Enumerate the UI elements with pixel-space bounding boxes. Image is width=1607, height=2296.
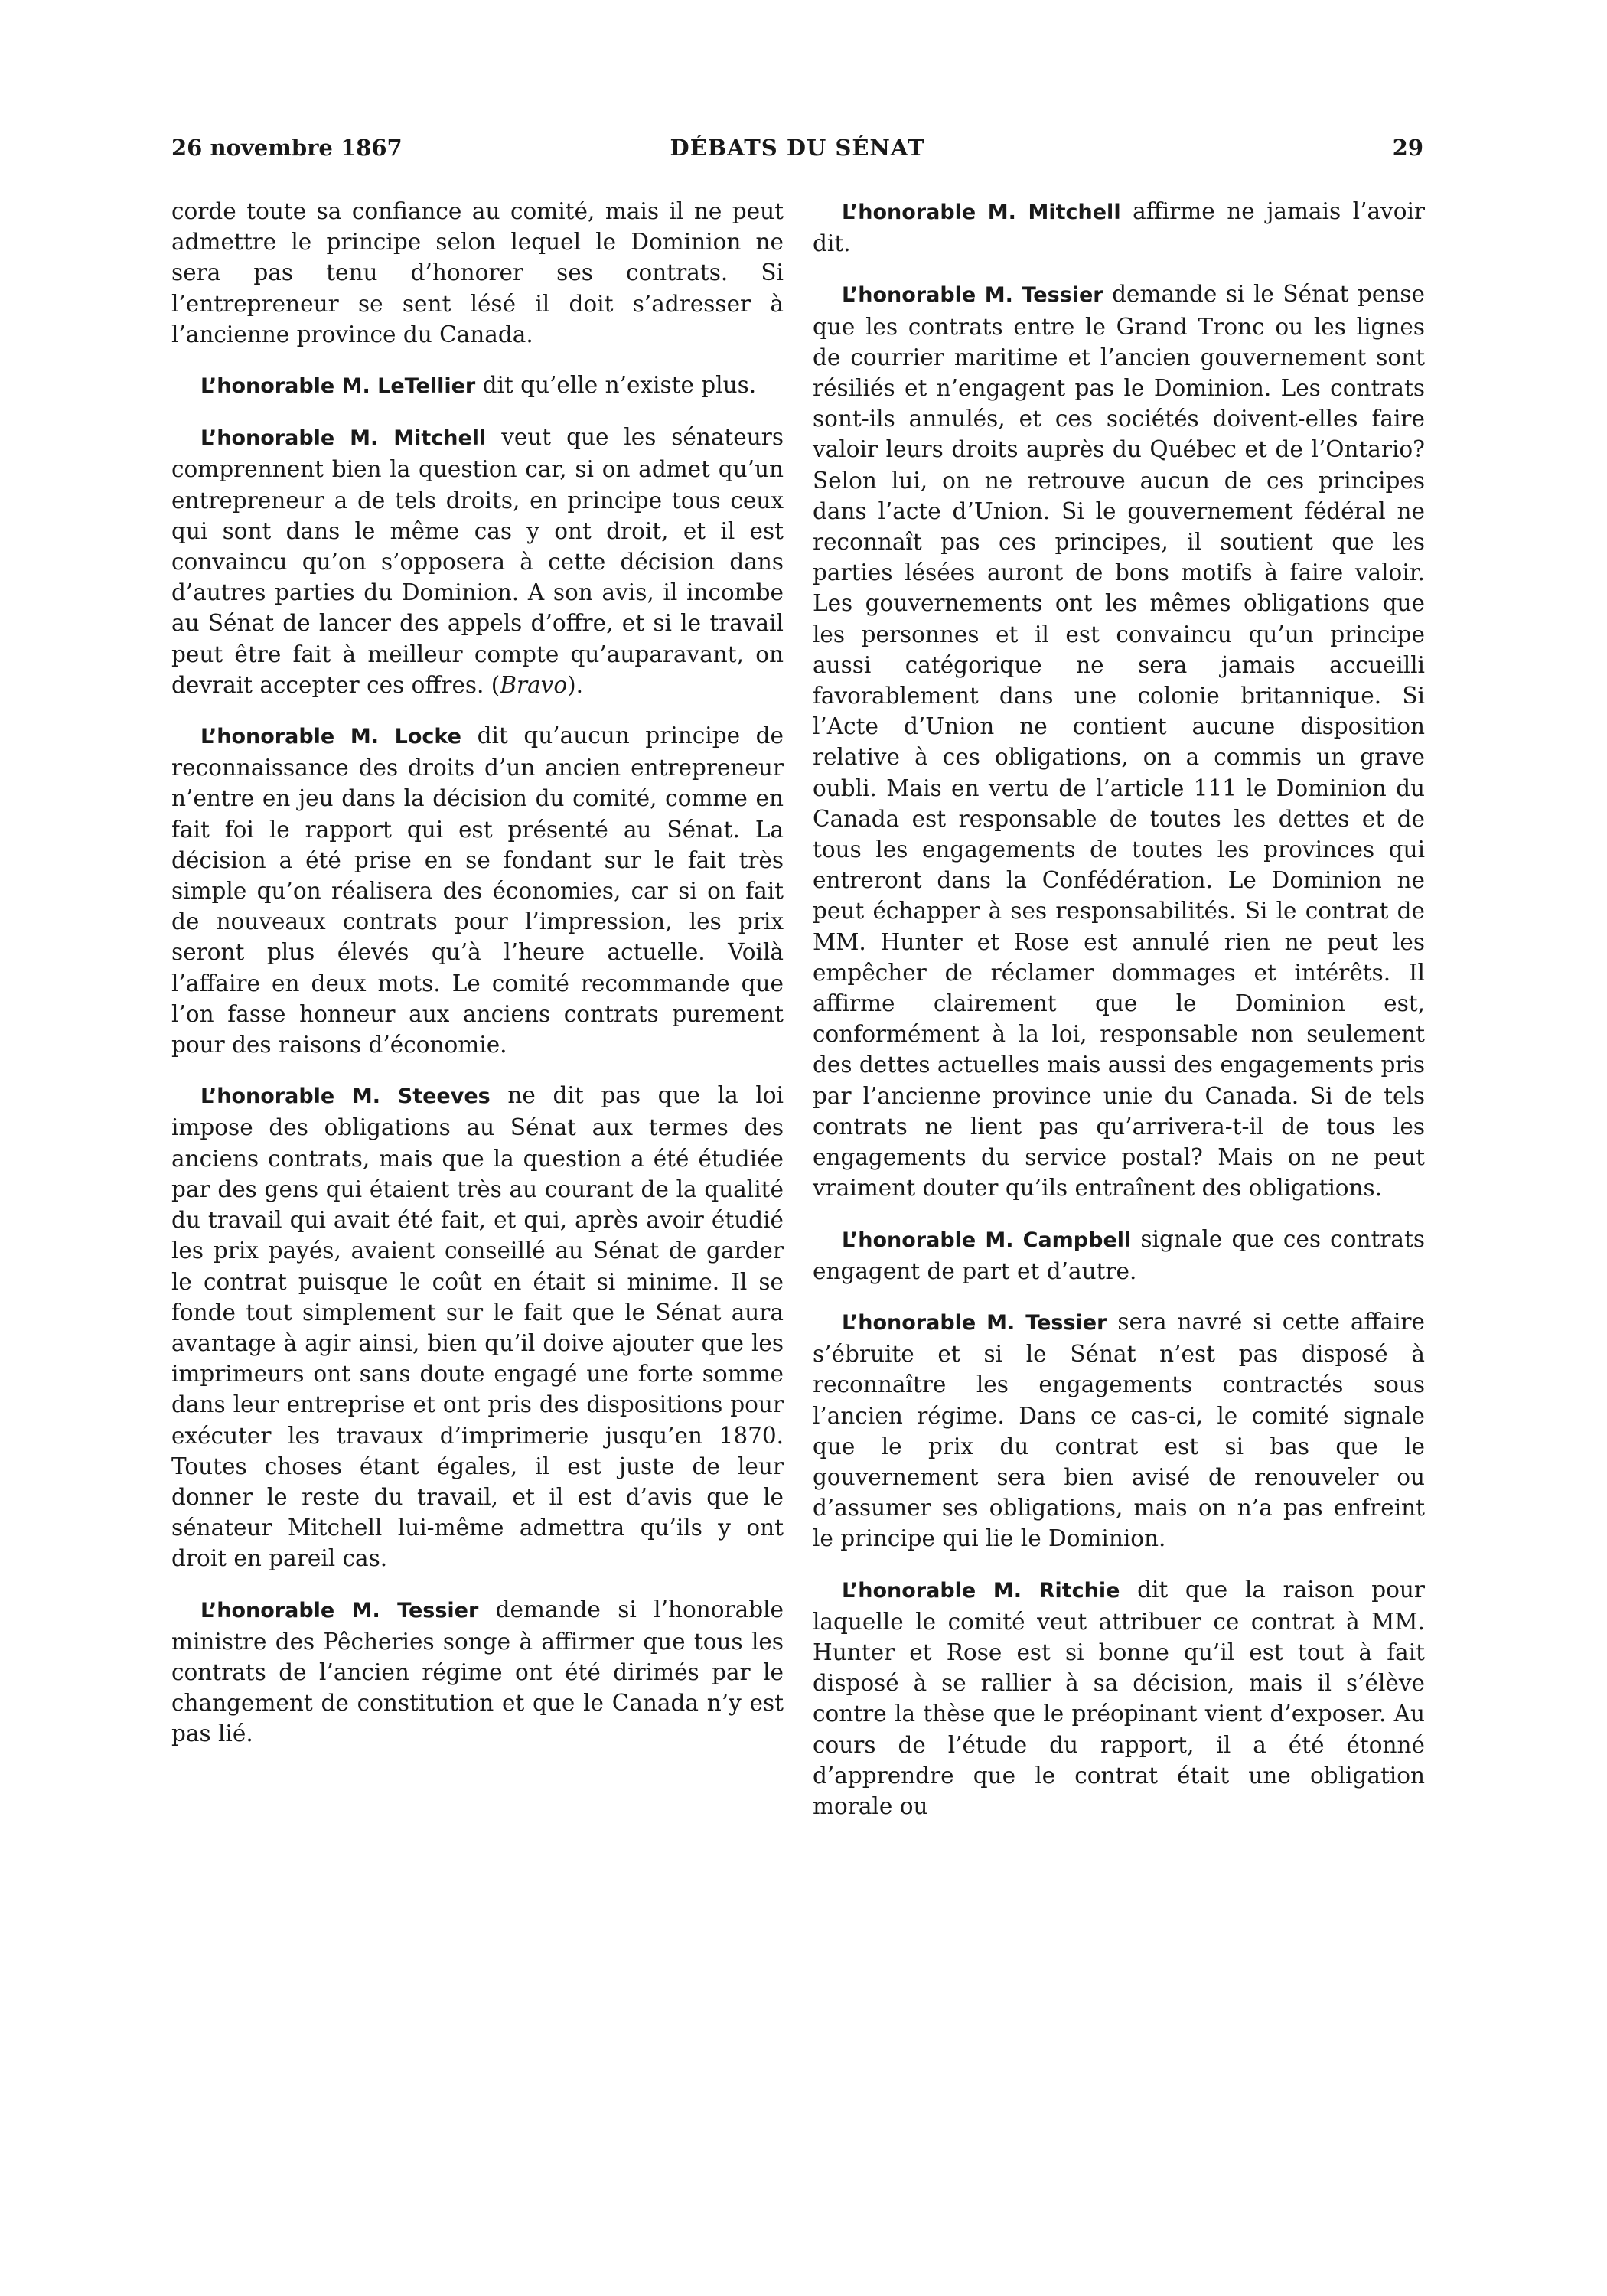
paragraph-text: demande si le Sénat pense que les contrats entre le Grand Tronc ou les lignes de courrier maritime et l’ancien gouvernement sont résiliés et n’engagent pas le Dominion. Les contrats sont-ils annulés, et ces sociétés doivent-elles faire valoir leurs droits auprès du Québec et de l’Ontario? Selon lui, on ne retrouve aucun de ces principes dans l’acte d’Union. Si le gouvernement fédéral ne reconnaît pas ces principes, il soutient que les parties lésées auront de bons motifs à faire valoir. Les gouvernements ont les mêmes obligations que les personnes et il est convaincu qu’un principe aussi catégorique ne sera jamais accueilli favorablement dans une colonie britannique. Si l’Acte d’Union ne contient aucune disposition relative à ces obligations, on a commis un grave oubli. Mais en vertu de l’article 111 le Dominion du Canada est responsable de toutes les dettes et de tous les engagements de toutes les provinces qui entreront dans la Confédération. Le Dominion ne peut échapper à ses responsabilités. Si le contrat de MM. Hunter et Rose est annulé rien ne peut les empêcher de réclamer dommages et intérêts. Il affirme clairement que le Dominion est, conformément à la loi, responsable non seulement des dettes actuelles mais aussi des engagements pris par l’ancienne province unie du Canada. Si de tels contrats ne lient pas qu’arrivera-t-il de tous les engagements du service postal? Mais on ne peut vraiment douter qu’ils entraînent des obligations.	[813, 281, 1425, 1202]
paragraph	[813, 1574, 1425, 1822]
paragraph-text: corde toute sa confiance au comité, mais il ne peut admettre le principe selon lequel le Dominion ne sera pas tenu d’honorer ses contrats. Si l’entrepreneur se sent lésé il doit s’adresser à l’ancienne province du Canada.	[171, 198, 784, 347]
paragraph-text: dit qu’elle n’existe plus.	[482, 372, 757, 399]
speaker-name: L’honorable M. Ritchie	[842, 1578, 1120, 1603]
header-date: 26 novembre 1867	[171, 135, 403, 161]
paragraph	[171, 370, 784, 402]
paragraph	[813, 1306, 1425, 1554]
speaker-name: L’honorable M. Tessier	[842, 1310, 1107, 1335]
speaker-name: L’honorable M. Mitchell	[842, 201, 1121, 224]
paragraph	[813, 1224, 1425, 1287]
paragraph-text: affirme ne jamais l’avoir dit.	[813, 198, 1425, 257]
header-title: DÉBATS DU SÉNAT	[670, 135, 925, 161]
paragraph-text: sera navré si cette affaire s’ébruite et si le Sénat n’est pas disposé à reconnaître les engagements contractés sous l’ancien régime. Dans ce cas-ci, le comité signale que le prix du contrat est si bas que le gouvernement sera bien avisé de renouveler ou d’assumer ses obligations, mais on n’a pas enfreint le principe qui lie le Dominion.	[813, 1308, 1425, 1552]
speaker-name: L’honorable M. Steeves	[200, 1084, 491, 1109]
paragraph-text: demande si l’honorable ministre des Pêcheries songe à affirmer que tous les contrats de l’ancien régime ont été dirimés par le changement de constitution et que le Canada n’y est pas lié.	[171, 1596, 784, 1747]
paragraph	[813, 279, 1425, 1203]
left-column	[171, 196, 784, 1769]
right-column	[813, 196, 1425, 1841]
speaker-name: L’honorable M. Tessier	[842, 283, 1103, 308]
paragraph	[171, 1594, 784, 1750]
emphasis-text: Bravo	[500, 671, 568, 698]
speaker-name: L’honorable M. Tessier	[200, 1598, 479, 1623]
paragraph-text: dit que la raison pour laquelle le comité veut attribuer ce contrat à MM. Hunter et Rose est si bonne qu’il est tout à fait disposé à se rallier à sa décision, mais il s’élève contre la thèse que le préopinant vient d’exposer. Au cours de l’étude du rapport, il a été étonné d’apprendre que le contrat était une obligation morale ou	[813, 1576, 1425, 1819]
paragraph	[171, 422, 784, 700]
speaker-name: L’honorable M. Locke	[200, 725, 461, 749]
paragraph-text: signale que ces contrats engagent de part et d’autre.	[813, 1225, 1425, 1284]
speaker-name: L’honorable M. Mitchell	[200, 426, 487, 451]
speaker-name: L’honorable M. LeTellier	[200, 374, 476, 399]
paragraph	[171, 1080, 784, 1574]
speaker-name: L’honorable M. Campbell	[842, 1228, 1132, 1252]
paragraph-text: veut que les sénateurs comprennent bien la question car, si on admet qu’un entrepreneur a de tels droits, en principe tous ceux qui sont dans le même cas y ont droit, et il est convaincu qu’on s’opposera à cette décision dans d’autres parties du Dominion. A son avis, il incombe au Sénat de lancer des appels d’offre, et si le travail peut être fait à meilleur compte qu’auparavant, on devrait accepter ces offres. (Bravo).	[171, 424, 784, 698]
paragraph	[171, 196, 784, 350]
page-number: 29	[1392, 135, 1423, 161]
paragraph	[171, 720, 784, 1060]
paragraph-text: ne dit pas que la loi impose des obligations au Sénat aux termes des anciens contrats, mais que la question a été étudiée par des gens qui étaient très au courant de la qualité du travail qui avait été fait, et qui, après avoir étudié les prix payés, avaient conseillé au Sénat de garder le contrat puisque le coût en était si minime. Il se fonde tout simplement sur le fait que le Sénat aura avantage à agir ainsi, bien qu’il doive ajouter que les imprimeurs ont sans doute engagé une forte somme dans leur entreprise et ont pris des dispositions pour exécuter les travaux d’imprimerie jusqu’en 1870. Toutes choses étant égales, il est juste de leur donner le reste du travail, et il est d’avis que le sénateur Mitchell lui-même admettra qu’ils y ont droit en pareil cas.	[171, 1082, 784, 1572]
page-header	[171, 135, 1423, 170]
paragraph	[813, 196, 1425, 259]
paragraph-text: dit qu’aucun principe de reconnaissance des droits d’un ancien entrepreneur n’entre en jeu dans la décision du comité, comme en fait foi le rapport qui est présenté au Sénat. La décision a été prise en se fondant sur le fait très simple qu’on réalisera des économies, car si on fait de nouveaux contrats pour l’impression, les prix seront plus élevés qu’à l’heure actuelle. Voilà l’affaire en deux mots. Le comité recommande que l’on fasse honneur aux anciens contrats purement pour des raisons d’économie.	[171, 722, 784, 1058]
